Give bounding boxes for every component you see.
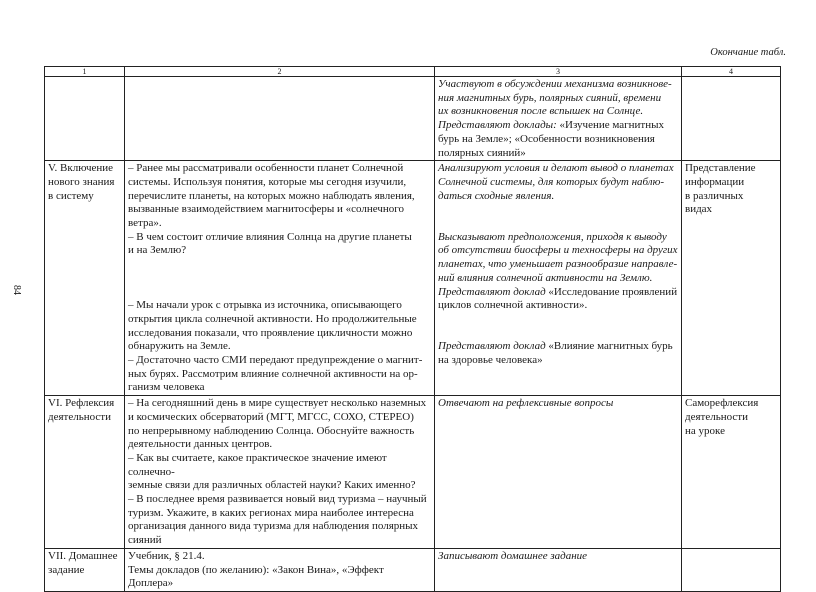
cell-line bbox=[438, 176, 678, 190]
cell-line: деятельности bbox=[48, 410, 111, 423]
student-activity-cell bbox=[435, 548, 682, 591]
cell-text: ний влияния солнечной активности на Землю. bbox=[438, 271, 653, 284]
table-header-row bbox=[45, 67, 781, 77]
cell-line: VII. Домашнее bbox=[48, 549, 118, 562]
cell-line: обнаружить на Земле. bbox=[128, 340, 231, 353]
cell-line bbox=[438, 133, 678, 147]
cell-text: «Исследование проявлений bbox=[545, 285, 678, 298]
cell-line bbox=[128, 272, 431, 286]
cell-line: в различных bbox=[685, 189, 744, 202]
cell-text: Отвечают на рефлексивные вопросы bbox=[438, 397, 614, 410]
cell-text: Представляют доклад bbox=[438, 340, 546, 353]
cell-line bbox=[438, 327, 678, 341]
table-row bbox=[45, 161, 781, 396]
cell-line: перечислите планеты, на которых можно наблюдать явления, bbox=[128, 189, 415, 202]
table-continuation-label: Окончание табл. bbox=[710, 47, 786, 58]
page-number: 84 bbox=[11, 285, 22, 295]
cell-line: организация данного вида туризма для наблюдения полярных bbox=[128, 520, 419, 533]
cell-line: ветра». bbox=[128, 217, 162, 230]
cell-line: VI. Рефлексия bbox=[48, 397, 115, 410]
cell-line bbox=[438, 244, 678, 258]
cell-line bbox=[438, 313, 678, 327]
cell-line: туризм. Укажите, в каких регионах мира наиболее интересна bbox=[128, 506, 414, 519]
cell-line bbox=[438, 162, 678, 176]
lesson-plan-table bbox=[44, 66, 781, 592]
cell-text: Участвуют в обсуждении механизма возникнове- bbox=[438, 78, 672, 90]
teacher-activity-cell bbox=[125, 396, 435, 549]
cell-line: вызванные взаимодействием магнитосферы и «солнечного bbox=[128, 203, 405, 216]
cell-line bbox=[128, 258, 431, 272]
stage-cell bbox=[45, 548, 125, 591]
cell-text: ния магнитных бурь, полярных сияний, времени bbox=[438, 91, 662, 104]
cell-line bbox=[438, 397, 678, 411]
table-row bbox=[45, 396, 781, 549]
cell-line bbox=[438, 258, 678, 272]
cell-text: циклов солнечной активности». bbox=[438, 299, 588, 312]
cell-text: Представляют доклад bbox=[438, 285, 546, 298]
cell-line bbox=[438, 78, 678, 92]
cell-line bbox=[438, 272, 678, 286]
cell-text: даться сходные явления. bbox=[438, 189, 555, 202]
header-cell: 3 bbox=[435, 67, 682, 77]
cell-line: – Как вы считаете, какое практическое значение имеют солнечно- bbox=[128, 451, 387, 478]
cell-text: на здоровье человека» bbox=[438, 354, 543, 366]
cell-line bbox=[438, 217, 678, 231]
cell-text: бурь на Земле»; «Особенности возникновения bbox=[438, 132, 655, 145]
cell-line: Темы докладов (по желанию): «Закон Вина», «Эффект Доплера» bbox=[128, 563, 384, 590]
teacher-activity-cell bbox=[125, 77, 435, 161]
cell-line: Учебник, § 21.4. bbox=[128, 549, 205, 562]
student-activity-cell bbox=[435, 161, 682, 396]
cell-line: деятельности bbox=[685, 410, 748, 423]
cell-line bbox=[438, 550, 678, 564]
cell-line: по непрерывному наблюдению Солнца. Обоснуйте важность bbox=[128, 424, 415, 437]
cell-text: Записывают домашнее задание bbox=[438, 549, 588, 562]
cell-line: видах bbox=[685, 203, 713, 216]
cell-line bbox=[438, 231, 678, 245]
cell-text: их возникновения после вспышек на Солнце. bbox=[438, 105, 644, 118]
cell-text: «Влияние магнитных бурь bbox=[545, 340, 673, 353]
cell-line bbox=[438, 190, 678, 204]
result-cell bbox=[682, 548, 781, 591]
cell-line: ганизм человека bbox=[128, 381, 205, 394]
cell-line bbox=[438, 354, 678, 368]
student-activity-cell bbox=[435, 396, 682, 549]
cell-text: Анализируют условия и делают вывод о планетах bbox=[438, 162, 674, 175]
header-cell: 2 bbox=[125, 67, 435, 77]
cell-text: об отсутствии биосферы и техносферы на других bbox=[438, 244, 678, 257]
cell-line bbox=[438, 299, 678, 313]
cell-line: в систему bbox=[48, 189, 94, 202]
cell-line: деятельности данных центров. bbox=[128, 438, 273, 451]
cell-line: Саморефлексия bbox=[685, 397, 759, 410]
cell-line: задание bbox=[48, 563, 85, 576]
cell-line bbox=[128, 286, 431, 300]
cell-line bbox=[438, 340, 678, 354]
cell-line: открытия цикла солнечной активности. Но продолжительные bbox=[128, 312, 417, 325]
result-cell bbox=[682, 161, 781, 396]
header-cell: 4 bbox=[682, 67, 781, 77]
stage-cell bbox=[45, 77, 125, 161]
cell-line: и на Землю? bbox=[128, 244, 187, 257]
teacher-activity-cell bbox=[125, 548, 435, 591]
table-row bbox=[45, 548, 781, 591]
cell-line: сияний bbox=[128, 534, 162, 547]
stage-cell bbox=[45, 396, 125, 549]
cell-text: Представляют доклады: bbox=[438, 119, 557, 132]
header-cell: 1 bbox=[45, 67, 125, 77]
cell-line: – В последнее время развивается новый вид туризма – научный bbox=[128, 493, 427, 506]
cell-text: полярных сияний» bbox=[438, 146, 526, 159]
cell-line: – В чем состоит отличие влияния Солнца на другие планеты bbox=[128, 230, 412, 243]
table-row bbox=[45, 77, 781, 161]
cell-line: нового знания bbox=[48, 175, 115, 188]
cell-line: – Ранее мы рассматривали особенности планет Солнечной bbox=[128, 162, 404, 175]
cell-text: планетах, что уменьшает разнообразие направле- bbox=[438, 258, 678, 271]
cell-line: V. Включение bbox=[48, 162, 114, 175]
result-cell bbox=[682, 77, 781, 161]
cell-line bbox=[438, 286, 678, 300]
cell-text: «Изучение магнитных bbox=[556, 119, 665, 132]
cell-line: Представление bbox=[685, 162, 756, 175]
cell-line bbox=[438, 203, 678, 217]
stage-cell bbox=[45, 161, 125, 396]
cell-line: ных бурях. Рассмотрим влияние солнечной активности на ор- bbox=[128, 367, 418, 380]
cell-line bbox=[438, 119, 678, 133]
cell-line: информации bbox=[685, 175, 745, 188]
cell-line: системы. Используя понятия, которые мы сегодня изучили, bbox=[128, 175, 407, 188]
cell-line: земные связи для различных областей науки? Каких именно? bbox=[128, 479, 416, 492]
cell-line bbox=[438, 105, 678, 119]
cell-line: – Достаточно часто СМИ передают предупреждение о магнит- bbox=[128, 354, 423, 367]
cell-line: исследования показали, что проявление цикличности можно bbox=[128, 326, 413, 339]
cell-line: и космических обсерваторий (МГТ, МГСС, СОХО, СТЕРЕО) bbox=[128, 410, 414, 423]
teacher-activity-cell bbox=[125, 161, 435, 396]
cell-text: Высказывают предположения, приходя к выводу bbox=[438, 230, 667, 243]
cell-line: – На сегодняшний день в мире существует несколько наземных bbox=[128, 397, 427, 410]
cell-line: на уроке bbox=[685, 424, 725, 437]
cell-line bbox=[438, 92, 678, 106]
cell-line bbox=[438, 147, 678, 161]
cell-text: Солнечной системы, для которых будут наблю- bbox=[438, 175, 665, 188]
cell-line: – Мы начали урок с отрывка из источника, описывающего bbox=[128, 299, 402, 312]
result-cell bbox=[682, 396, 781, 549]
student-activity-cell bbox=[435, 77, 682, 161]
